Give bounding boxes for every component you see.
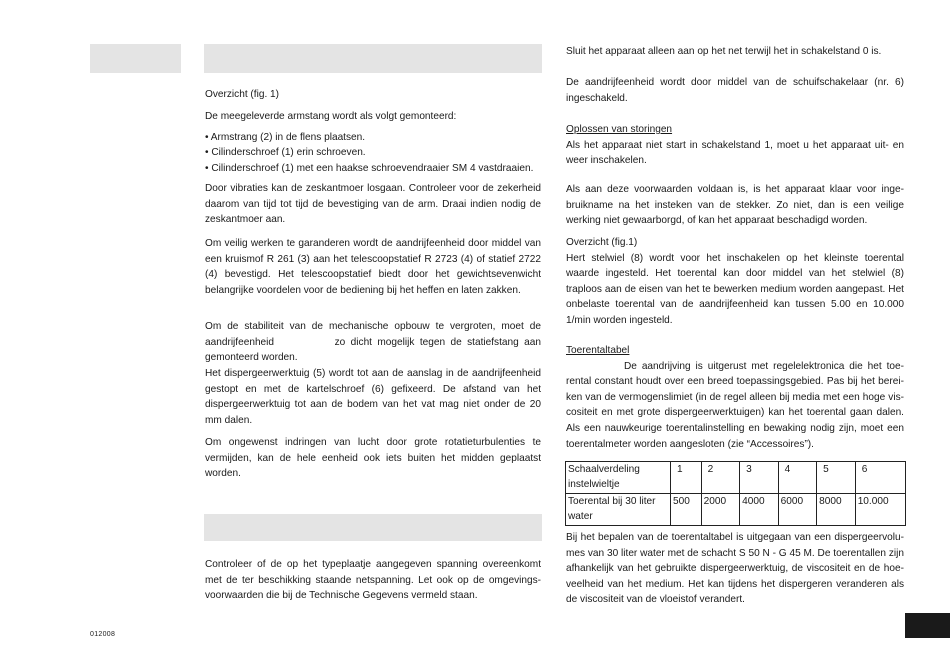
table-intro: De aandrijving is uitgerust met regelelektronica die het toe-rental constant houdt over een breed toepassingsgebied. Pas bij het berei-ken van de vermogenslimiet (in de regel alleen bij media met een hoge vis-cositeit en met grote dispergeerwerktuigen) kan het toerental gaan dalen. Als een nauwkeurige toerentalinstelling en bewaking nodig zijn, moet een toerentalmeter worden aangesloten (zie “Accessoires”). — [566, 360, 904, 450]
table-cell: Schaalverdeling instelwieltje — [566, 462, 671, 494]
table-row — [566, 462, 906, 494]
step-1: • Armstrang (2) in de flens plaatsen. — [205, 131, 366, 143]
disperser-paragraph: Het dispergeerwerktuig (5) wordt tot aan de aanslag in de aandrijfeenheid gestopt en met de kartelschroef (6) gefixeerd. De afstand van het dispergeerwerktuig tot aan de bodem van het vat mag niet onder de 20 mm dalen. — [205, 368, 541, 426]
footer-code: 012008 — [90, 631, 116, 638]
section-tab — [90, 44, 181, 73]
table-heading-block — [566, 343, 904, 452]
step-2: • Cilinderschroef (1) erin schroeven. — [205, 147, 366, 159]
vibration-paragraph: Door vibraties kan de zeskantmoer losgaan. Controleer voor de zekerheid daarom van tijd tot tijd de bevestiging van de arm. Draai indien nodig de zeskantmoer aan. — [205, 183, 541, 226]
air-paragraph: Om ongewenst indringen van lucht door grote rotatieturbulenties te vermijden, kan de hele eenheid ook iets buiten het midden geplaatst worden. — [205, 437, 541, 480]
armstang-intro: De meegeleverde armstang wordt als volgt gemonteerd: — [205, 111, 457, 122]
table-cell: 6 — [855, 462, 905, 494]
section-heading-bar-1 — [204, 44, 542, 73]
step-3: • Cilinderschroef (1) met een haakse schroevendraaier SM 4 vastdraaien. — [205, 162, 534, 174]
speed-table — [565, 461, 906, 526]
table-row — [566, 494, 906, 526]
switch-on-paragraph: De aandrijfeenheid wordt door middel van de schuifschakelaar (nr. 6) ingeschakeld. — [566, 77, 904, 104]
table-cell: 6000 — [778, 494, 817, 526]
speed-block — [566, 235, 904, 329]
ready-paragraph: Als aan deze voorwaarden voldaan is, is het apparaat klaar voor inge-bruikname na het insteken van de stekker. Zo niet, dan is een veilige werking niet gewaarborgd, of kan het apparaat beschadigd worden. — [566, 184, 904, 227]
troubleshooting-block — [566, 122, 904, 169]
table-note-paragraph: Bij het bepalen van de toerentaltabel is uitgegaan van een dispergeervolu-mes van 30 liter water met de schacht S 50 N - G 45 M. De toerentallen zijn afhankelijk van het gebruikte dispergeerwerktuig, de viscositeit en de hoe-veelheid van het medium. Het kan tijdens het dispergeren veranderen als de viscositeit van de vloeistof verandert. — [566, 532, 904, 606]
table-cell: 5 — [817, 462, 856, 494]
table-cell: 1 — [671, 462, 702, 494]
table-cell: 8000 — [817, 494, 856, 526]
section-heading-bar-2 — [204, 514, 542, 541]
left-armstang-block — [205, 109, 541, 176]
table-cell: 10.000 — [855, 494, 905, 526]
safe-work-paragraph: Om veilig werken te garanderen wordt de aandrijfeenheid door middel van een kruismof R 261 (3) aan het telescoopstatief R 2723 (4) of statief 2722 (4) bevestigd. Het telescoopstatief biedt door het gewichtsevenwicht belangrijke voordelen voor de bediening bij het heffen en laten zakken. — [205, 238, 541, 296]
voltage-paragraph: Controleer of de op het typeplaatje aangegeven spanning overeenkomt met de ter beschikking staande netspanning. Let ook op de omgevings-voorwaarden die bij de Technische Gegevens vermeld staan. — [205, 559, 541, 602]
speed-text: Hert stelwiel (8) wordt voor het inschakelen op het kleinste toerental waarde ingesteld. Het toerental kan door middel van het stelwiel (8) traploos aan de eisen van het te bewerken medium worden aangepast. Het onbelaste toerental van de aandrijfeenheid kan tussen 5.00 en 10.000 1/min worden ingesteld. — [566, 252, 904, 326]
troubleshooting-heading: Oplossen van storingen — [566, 124, 673, 135]
table-cell: 3 — [740, 462, 779, 494]
page-tab — [905, 613, 950, 638]
table-cell: 2 — [701, 462, 740, 494]
table-cell: Toerental bij 30 liter water — [566, 494, 671, 526]
stability-paragraph: Om de stabiliteit van de mechanische opbouw te vergroten, moet de aandrijfeenheid zo dicht mogelijk tegen de statiefstang aan gemonteerd worden. — [205, 321, 541, 364]
troubleshooting-text: Als het apparaat niet start in schakelstand 1, moet u het apparaat uit- en weer inschakelen. — [566, 139, 904, 167]
table-cell: 4 — [778, 462, 817, 494]
connect-paragraph: Sluit het apparaat alleen aan op het net terwijl het in schakelstand 0 is. — [566, 46, 882, 57]
table-cell: 500 — [671, 494, 702, 526]
left-overview-heading: Overzicht (fig. 1) — [205, 89, 280, 100]
overview-heading-2: Overzicht (fig.1) — [566, 237, 638, 248]
table-cell: 2000 — [701, 494, 740, 526]
table-heading: Toerentaltabel — [566, 345, 630, 356]
table-cell: 4000 — [740, 494, 779, 526]
